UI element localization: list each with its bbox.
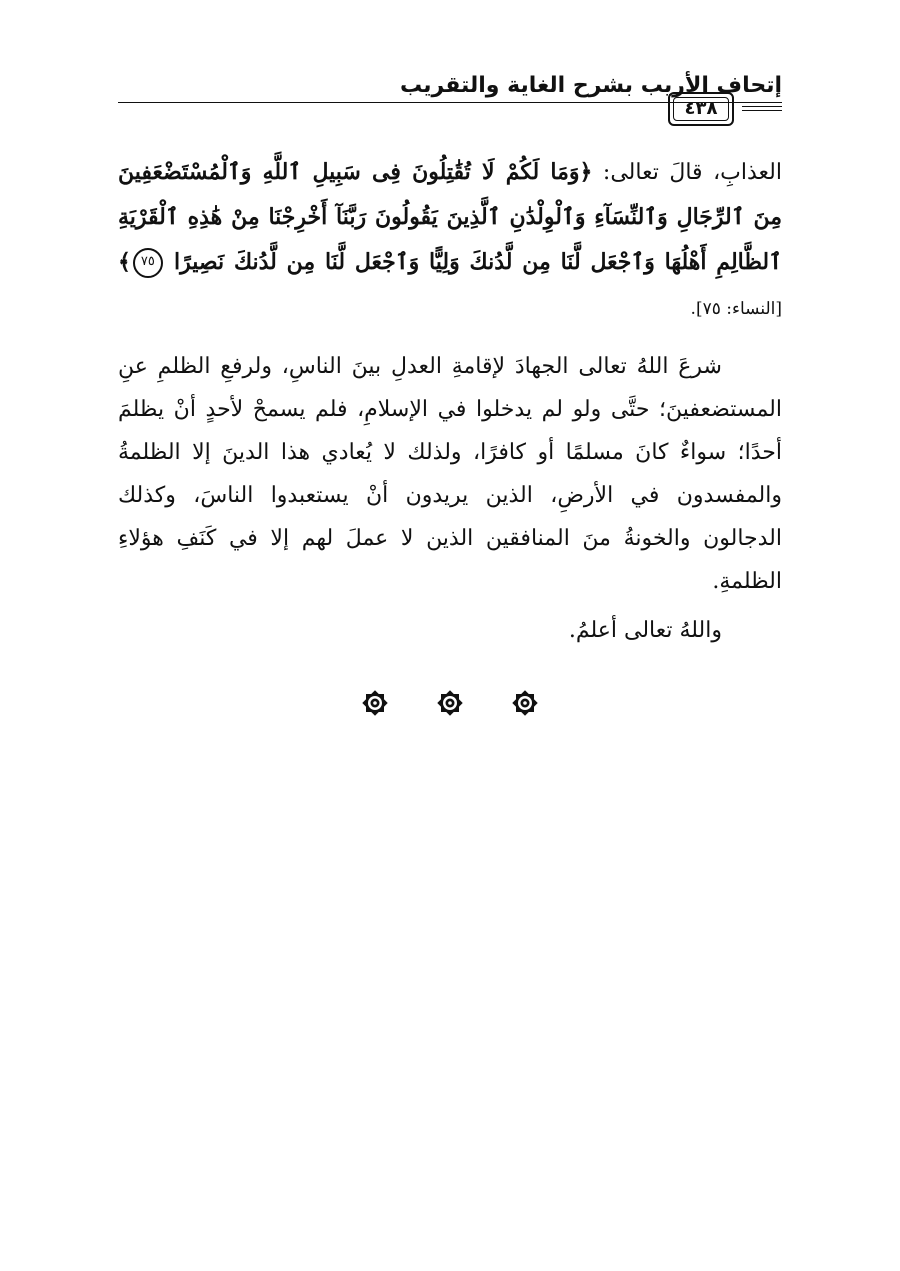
quran-open-bracket: ﴿: [579, 159, 593, 185]
page-number-box: [668, 92, 734, 126]
page-number: ٤٣٨: [684, 98, 718, 119]
closing-line: واللهُ تعالى أعلمُ.: [568, 618, 722, 643]
running-title: إتحاف الأريب بشرح الغاية والتقريب: [399, 73, 782, 98]
quran-paragraph: [118, 150, 782, 331]
body-paragraph: شرعَ اللهُ تعالى الجهادَ لإقامةِ العدلِ بينَ الناسِ، ولرفعِ الظلمِ عنِ المستضعفينَ؛ حتَّى ولو لم يدخلوا في الإسلامِ، فلم يسمحْ لأحدٍ أنْ يظلمَ أحدًا؛ سواءٌ كانَ مسلمًا أو كافرًا، ولذلك لا يُعادي هذا الدينَ إلا الظلمةُ والمفسدون في الأرضِ، الذين يريدون أنْ يستعبدوا الناسَ، وكذلك الدجالون والخونةُ منَ المنافقين الذين لا عملَ لهم إلا في كَنَفِ هؤلاءِ الظلمةِ.: [118, 354, 782, 594]
quran-reference: [النساء: ٧٥].: [690, 299, 782, 319]
main-text: [118, 150, 782, 652]
page-number-inner-box: [673, 97, 729, 121]
section-end-ornaments: [360, 688, 540, 718]
eight-point-star-ornament-icon: [510, 688, 540, 718]
quran-intro: العذابِ، قالَ تعالى:: [592, 160, 782, 185]
verse-number-marker: [133, 248, 163, 278]
header-rule-right-top: [742, 106, 782, 107]
page-header: [118, 72, 782, 132]
quran-verse-text: وَمَا لَكُمْ لَا تُقَٰتِلُونَ فِى سَبِيلِ ٱللَّهِ وَٱلْمُسْتَضْعَفِينَ مِنَ ٱلرِّجَالِ وَٱلنِّسَآءِ وَٱلْوِلْدَٰنِ ٱلَّذِينَ يَقُولُونَ رَبَّنَآ أَخْرِجْنَا مِنْ هَٰذِهِ ٱلْقَرْيَةِ ٱلظَّالِمِ أَهْلُهَا وَٱجْعَل لَّنَا مِن لَّدُنكَ وَلِيًّا وَٱجْعَل لَّنَا مِن لَّدُنكَ نَصِيرًا: [118, 159, 782, 275]
verse-number: ٧٥: [140, 254, 155, 269]
quran-close-bracket: ﴾: [118, 249, 131, 275]
header-rule-right-bottom: [742, 110, 782, 111]
eight-point-star-ornament-icon: [435, 688, 465, 718]
eight-point-star-ornament-icon: [360, 688, 390, 718]
